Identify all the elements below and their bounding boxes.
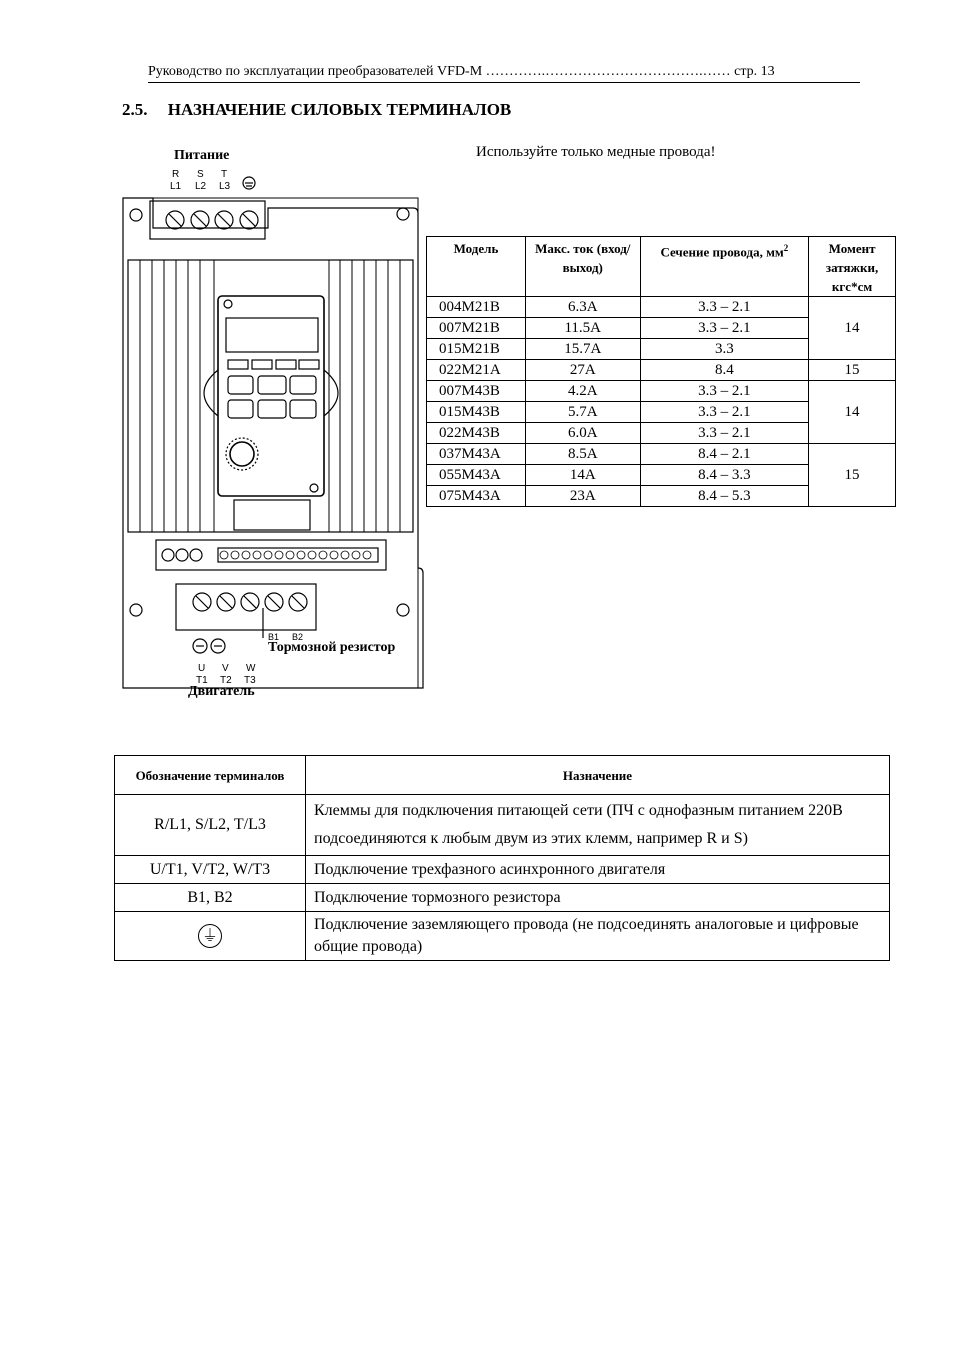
heatsink-fins (140, 260, 400, 532)
table-row (427, 381, 896, 402)
cell-model: 015M21B (427, 339, 526, 360)
terminal-l1-label: L1 (170, 181, 182, 192)
terminal-r-label: R (172, 169, 180, 180)
section-title (122, 100, 511, 120)
table-row (115, 856, 890, 884)
cell-current: 23A (525, 486, 640, 507)
cell-current: 8.5A (525, 444, 640, 465)
cell-current: 27A (525, 360, 640, 381)
cell-torque: 14 (809, 381, 896, 444)
cell-purpose: Подключение тормозного резистора (306, 884, 890, 912)
cell-model: 015M43B (427, 402, 526, 423)
header-purpose: Назначение (306, 756, 890, 795)
cell-model: 055M43A (427, 465, 526, 486)
power-terminal-labels (170, 169, 231, 192)
cell-model: 004M21B (427, 297, 526, 318)
cell-current: 6.3A (525, 297, 640, 318)
power-terminal-screws (166, 211, 258, 229)
terminal-b2-label: B2 (292, 632, 304, 642)
terminal-t3-label: T3 (244, 675, 256, 686)
terminal-purpose-table (114, 755, 890, 961)
cell-purpose: Подключение трехфазного асинхронного двигателя (306, 856, 890, 884)
cell-wire: 3.3 – 2.1 (640, 402, 809, 423)
terminal-l3-label: L3 (219, 181, 231, 192)
cell-current: 5.7A (525, 402, 640, 423)
cell-current: 15.7A (525, 339, 640, 360)
cell-current: 6.0A (525, 423, 640, 444)
terminal-w-label: W (246, 663, 256, 674)
section-number: 2.5. (122, 100, 148, 119)
cell-torque: 15 (809, 444, 896, 507)
motor-label: Двигатель (188, 684, 255, 699)
cell-purpose: Клеммы для подключения питающей сети (ПЧ с однофазным питанием 220В подсоединяются к любым двум из этих клемм, например R и S) (306, 795, 890, 856)
table-row (115, 912, 890, 961)
header-wire-text: Сечение провода, мм (660, 244, 784, 260)
header-designation: Обозначение терминалов (115, 756, 306, 795)
table-row (427, 444, 896, 465)
terminal-b1-label: B1 (268, 632, 280, 642)
cell-purpose: Подключение заземляющего провода (не подсоединять аналоговые и цифровые общие провода) (306, 912, 890, 961)
terminal-v-label: V (222, 663, 229, 674)
bottom-terminal-screws (193, 593, 307, 611)
cell-wire: 3.3 – 2.1 (640, 423, 809, 444)
cell-torque: 15 (809, 360, 896, 381)
cell-current: 4.2A (525, 381, 640, 402)
drive-drawing (118, 168, 428, 690)
cell-model: 075M43A (427, 486, 526, 507)
cell-model: 007M43B (427, 381, 526, 402)
section-heading: НАЗНАЧЕНИЕ СИЛОВЫХ ТЕРМИНАЛОВ (167, 100, 512, 119)
cell-wire: 3.3 – 2.1 (640, 381, 809, 402)
cell-wire: 3.3 – 2.1 (640, 318, 809, 339)
brake-resistor-label: Тормозной резистор (268, 640, 396, 655)
spec-header-row (427, 237, 896, 297)
cell-wire: 3.3 (640, 339, 809, 360)
term-header-row (115, 756, 890, 795)
cell-designation: B1, B2 (115, 884, 306, 912)
cell-torque: 14 (809, 297, 896, 360)
motor-terminal-labels (196, 663, 256, 686)
table-row (427, 360, 896, 381)
cell-model: 037M43A (427, 444, 526, 465)
terminal-t2-label: T2 (220, 675, 232, 686)
cell-designation: U/T1, V/T2, W/T3 (115, 856, 306, 884)
table-row (427, 297, 896, 318)
control-terminals (220, 551, 371, 559)
header-torque: Момент затяжки, кгс*см (809, 237, 896, 297)
cell-wire: 8.4 – 3.3 (640, 465, 809, 486)
cell-current: 11.5A (525, 318, 640, 339)
cell-wire: 8.4 (640, 360, 809, 381)
cell-wire: 8.4 – 5.3 (640, 486, 809, 507)
header-model: Модель (427, 237, 526, 297)
header-wire-sup: 2 (783, 243, 789, 253)
cell-designation (115, 912, 306, 961)
terminal-t-label: T (221, 169, 228, 180)
keypad (218, 296, 324, 496)
potentiometer-knob (230, 442, 254, 466)
header-current: Макс. ток (вход/выход) (525, 237, 640, 297)
table-row (115, 795, 890, 856)
cell-designation: R/L1, S/L2, T/L3 (115, 795, 306, 856)
page-header: Руководство по эксплуатации преобразователей VFD-M ………….…………………………….…… стр. 13 (148, 64, 860, 83)
cell-wire: 8.4 – 2.1 (640, 444, 809, 465)
table-row (115, 884, 890, 912)
cell-current: 14A (525, 465, 640, 486)
keypad-display (226, 318, 318, 352)
wire-spec-table (426, 236, 896, 507)
cell-model: 022M21A (427, 360, 526, 381)
terminal-u-label: U (198, 663, 206, 674)
header-wire (640, 237, 809, 297)
cell-wire: 3.3 – 2.1 (640, 297, 809, 318)
ground-icon: ⏚ (198, 924, 222, 948)
cell-model: 007M21B (427, 318, 526, 339)
cell-model: 022M43B (427, 423, 526, 444)
terminal-l2-label: L2 (195, 181, 207, 192)
terminal-t1-label: T1 (196, 675, 208, 686)
copper-wire-note: Используйте только медные провода! (476, 144, 716, 160)
power-label: Питание (174, 148, 230, 163)
terminal-s-label: S (197, 169, 204, 180)
